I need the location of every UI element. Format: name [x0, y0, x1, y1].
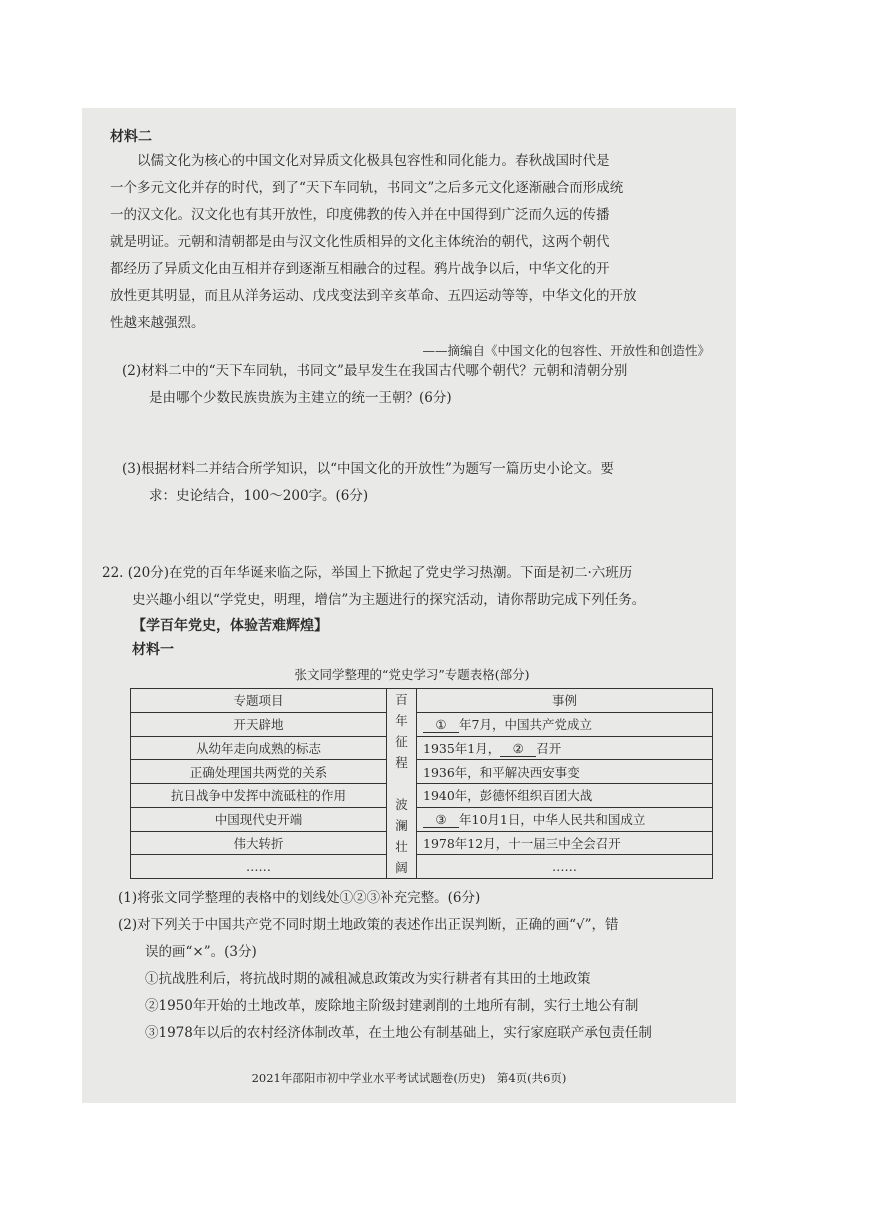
event-cell: …… — [417, 855, 713, 879]
question-22-intro: 史兴趣小组以“学党史，明理，增信”为主题进行的探究活动，请你帮助完成下列任务。 — [132, 592, 646, 608]
material-two-line: 就是明证。元朝和清朝都是由与汉文化性质相异的文化主体统治的朝代，这两个朝代 — [110, 234, 610, 250]
material-one-heading: 材料一 — [132, 642, 174, 658]
table-row: 中国现代史开端 ③ 年10月1日，中华人民共和国成立 — [131, 807, 713, 831]
event-cell: 1936年，和平解决西安事变 — [417, 760, 713, 784]
question-3-line: (3)根据材料二并结合所学知识，以“中国文化的开放性”为题写一篇历史小论文。要 — [122, 461, 614, 477]
table-row: 开天辟地 ① 年7月，中国共产党成立 — [131, 712, 713, 736]
answer-blank-1: ① — [423, 717, 459, 733]
question-3-line: 求：史论结合，100～200字。(6分) — [149, 488, 369, 504]
material-two-heading: 材料二 — [110, 129, 152, 145]
question-2-line: 是由哪个少数民族贵族为主建立的统一王朝？(6分) — [149, 390, 452, 406]
header-topic: 专题项目 — [131, 689, 387, 713]
material-two-line: 以儒文化为核心的中国文化对异质文化极具包容性和同化能力。春秋战国时代是 — [137, 153, 610, 169]
event-cell: 1940年，彭德怀组织百团大战 — [417, 784, 713, 808]
table-row: 从幼年走向成熟的标志 1935年1月， ② 召开 — [131, 736, 713, 760]
sub-question-2: 误的画“×”。(3分) — [145, 944, 257, 960]
sub-question-2: (2)对下列关于中国共产党不同时期土地政策的表述作出正误判断，正确的画“√”，错 — [118, 917, 619, 933]
party-history-table — [130, 688, 713, 879]
table-header-row — [131, 689, 713, 713]
material-two-line: 放性更其明显，而且从洋务运动、戊戌变法到辛亥革命、五四运动等等，中华文化的开放 — [110, 288, 637, 304]
sub-question-1: (1)将张文同学整理的表格中的划线处①②③补充完整。(6分) — [118, 890, 481, 906]
table-caption: 张文同学整理的“党史学习”专题表格(部分) — [294, 667, 530, 682]
question-22-intro: (20分)在党的百年华诞来临之际，举国上下掀起了党史学习热潮。下面是初二·六班历 — [127, 565, 633, 581]
material-two-line: 一个多元文化并存的时代，到了“天下车同轨，书同文”之后多元文化逐渐融合而形成统 — [110, 180, 624, 196]
exam-page — [82, 108, 736, 1103]
event-cell: ① 年7月，中国共产党成立 — [417, 712, 713, 736]
question-22 — [102, 560, 722, 1047]
event-cell: 1978年12月，十一届三中全会召开 — [417, 831, 713, 855]
section-heading: 【学百年党史，体验苦难辉煌】 — [132, 618, 328, 634]
question-2 — [122, 358, 722, 412]
material-two-line: 性越来越强烈。 — [110, 315, 205, 331]
table-row: 伟大转折 1978年12月，十一届三中全会召开 — [131, 831, 713, 855]
material-two-line: 都经历了异质文化由互相并存到逐渐互相融合的过程。鸦片战争以后，中华文化的开 — [110, 261, 610, 277]
answer-blank-3: ③ — [423, 812, 459, 828]
material-two-source: ——摘编自《中国文化的包容性、开放性和创造性》 — [422, 343, 710, 358]
event-cell: ③ 年10月1日，中华人民共和国成立 — [417, 807, 713, 831]
table-row: 抗日战争中发挥中流砥柱的作用 1940年，彭德怀组织百团大战 — [131, 784, 713, 808]
statement-item: ③1978年以后的农村经济体制改革，在土地公有制基础上，实行家庭联产承包责任制 — [145, 1025, 652, 1041]
page-footer: 2021年邵阳市初中学业水平考试试题卷(历史) 第4页(共6页) — [251, 1071, 567, 1085]
header-event: 事例 — [417, 689, 713, 713]
table-side-label: 百 年 征 程 波 澜 壮 阔 — [387, 689, 417, 879]
question-3 — [122, 456, 722, 510]
table-row: …… …… — [131, 855, 713, 879]
question-2-line: (2)材料二中的“天下车同轨，书同文”最早发生在我国古代哪个朝代？元朝和清朝分别 — [122, 363, 628, 379]
material-two — [110, 126, 710, 364]
question-number: 22. — [102, 565, 124, 581]
table-row: 正确处理国共两党的关系 1936年，和平解决西安事变 — [131, 760, 713, 784]
statement-item: ①抗战胜利后，将抗战时期的减租减息政策改为实行耕者有其田的土地政策 — [145, 971, 591, 987]
event-cell: 1935年1月， ② 召开 — [417, 736, 713, 760]
answer-blank-2: ② — [500, 741, 536, 757]
material-two-line: 一的汉文化。汉文化也有其开放性，印度佛教的传入并在中国得到广泛而久远的传播 — [110, 207, 610, 223]
statement-item: ②1950年开始的土地改革，废除地主阶级封建剥削的土地所有制，实行土地公有制 — [145, 998, 639, 1014]
